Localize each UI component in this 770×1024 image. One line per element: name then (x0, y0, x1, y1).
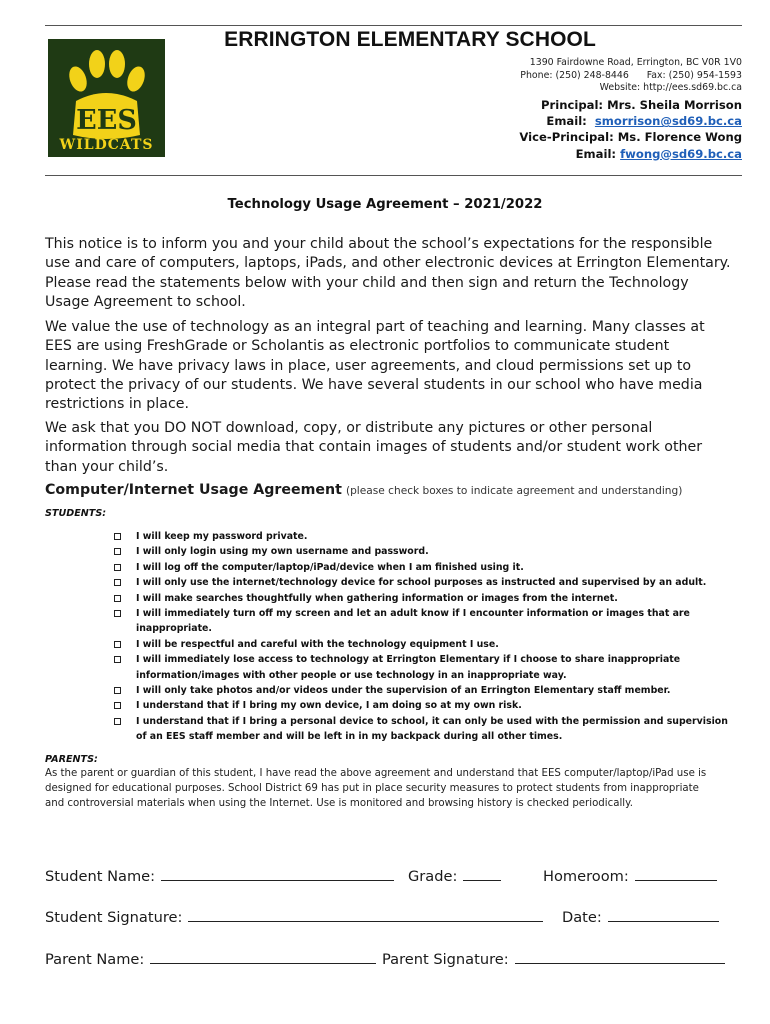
header-top-rule (45, 25, 742, 26)
homeroom-label: Homeroom: (543, 868, 629, 885)
parent-name-label: Parent Name: (45, 951, 145, 968)
principal-email-row (519, 113, 742, 129)
list-item-text: I understand that if I bring my own device, I am doing so at my own risk. (136, 700, 522, 712)
values-paragraph: We value the use of technology as an integral part of teaching and learning. Many classes at EES are using FreshGrade or Scholantis as electronic portfolios to communicate student learning. We have privacy laws in place, user agreements, and cloud permissions set up to protect the privacy of our students. We have several students in our school who have media restrictions in place. (45, 319, 705, 413)
grade-field[interactable] (408, 868, 501, 885)
fax: Fax: (250) 954-1593 (646, 69, 742, 81)
parents-statement: As the parent or guardian of this student, I have read the above agreement and understand that EES computer/laptop/iPad use is designed for educational purposes. School District 69 has put in place security measures to protect students from inappropriate and controversial materials when using the Internet. Use is monitored and browsing history is checked periodically. (45, 768, 707, 809)
checkbox[interactable] (114, 610, 121, 617)
checkbox[interactable] (114, 579, 121, 586)
list-item (112, 606, 732, 637)
list-item-text: I will immediately lose access to technology at Errington Elementary if I choose to share inappropriate information/images with other people or use technology in an inappropriate way. (136, 654, 681, 681)
checkbox[interactable] (114, 656, 121, 663)
checkbox[interactable] (114, 718, 121, 725)
list-item-text: I will log off the computer/laptop/iPad/device when I am finished using it. (136, 561, 524, 573)
phone-fax (520, 70, 742, 83)
checkbox[interactable] (114, 533, 121, 540)
logo-text: WILDCATS (59, 137, 154, 153)
homeroom-line[interactable] (635, 868, 717, 881)
vice-principal: Vice-Principal: Ms. Florence Wong (519, 130, 742, 145)
list-item-text: I will only use the internet/technology device for school purposes as instructed and supervised by an adult. (136, 577, 707, 589)
list-item-text: I will only take photos and/or videos under the supervision of an Errington Elementary staff member. (136, 685, 671, 697)
student-name-field[interactable] (45, 868, 394, 885)
checkbox[interactable] (114, 702, 121, 709)
vice-email-row (519, 146, 742, 162)
list-item (112, 683, 732, 698)
principal: Principal: Mrs. Sheila Morrison (541, 98, 742, 112)
parent-name-field[interactable] (45, 951, 376, 968)
usage-note: (please check boxes to indicate agreement and understanding) (345, 485, 683, 497)
list-item-text: I will make searches thoughtfully when gathering information or images from the internet. (136, 592, 618, 604)
student-checklist (112, 529, 732, 745)
intro-paragraph: This notice is to inform you and your child about the school’s expectations for the responsible use and care of computers, laptops, iPads, and other electronic devices at Errington Elementary. Please read the statements below with your child and then sign and return the Technology Usage Agreement to school. (45, 236, 731, 310)
parents-heading: PARENTS: (45, 754, 98, 765)
checkbox[interactable] (114, 548, 121, 555)
checkbox[interactable] (114, 564, 121, 571)
list-item (112, 529, 732, 544)
list-item (112, 714, 732, 745)
list-item (112, 575, 732, 590)
usage-heading-text: Computer/Internet Usage Agreement (45, 482, 342, 498)
school-logo (48, 39, 165, 157)
list-item (112, 637, 732, 652)
principal-email-link[interactable]: smorrison@sd69.bc.ca (594, 114, 742, 129)
list-item-text: I will keep my password private. (136, 531, 308, 542)
list-item-text: I understand that if I bring a personal device to school, it can only be used with the permission and supervision of an EES staff member and will be left in in my backpack during all other times. (136, 715, 728, 743)
list-item (112, 652, 732, 683)
checkbox[interactable] (114, 595, 121, 602)
agreement-title: Technology Usage Agreement – 2021/2022 (227, 197, 543, 212)
student-name-line[interactable] (161, 868, 394, 881)
list-item-text: I will only login using my own username and password. (136, 546, 429, 558)
list-item (112, 591, 732, 606)
grade-label: Grade: (408, 868, 458, 885)
checkbox[interactable] (114, 641, 121, 648)
parent-signature-field[interactable] (382, 951, 725, 968)
parent-signature-label: Parent Signature: (382, 951, 509, 968)
date-line[interactable] (608, 909, 719, 922)
list-item (112, 544, 732, 559)
logo-letters: EES (76, 105, 137, 136)
vice-email-link[interactable]: fwong@sd69.bc.ca (620, 146, 742, 161)
vice-email-label: Email: (575, 146, 617, 161)
grade-line[interactable] (463, 868, 501, 881)
checkbox[interactable] (114, 687, 121, 694)
list-item (112, 560, 732, 575)
school-name: ERRINGTON ELEMENTARY SCHOOL (224, 28, 596, 51)
principal-email-label: Email: (546, 114, 587, 129)
parent-signature-line[interactable] (515, 951, 725, 964)
students-heading: STUDENTS: (45, 508, 107, 519)
usage-agreement-heading (45, 482, 682, 498)
website: Website: http://ees.sd69.bc.ca (599, 82, 742, 93)
list-item (112, 698, 732, 713)
list-item-text: I will immediately turn off my screen and let an adult know if I encounter information or images that are inappropriate. (136, 608, 690, 635)
homeroom-field[interactable] (543, 868, 717, 885)
list-item-text: I will be respectful and careful with the technology equipment I use. (136, 638, 499, 650)
date-field[interactable] (562, 909, 719, 926)
staff-contacts (519, 97, 742, 162)
parent-name-line[interactable] (150, 951, 376, 964)
date-label: Date: (562, 909, 602, 926)
phone: Phone: (250) 248-8446 (520, 69, 629, 81)
student-signature-line[interactable] (188, 909, 543, 922)
address: 1390 Fairdowne Road, Errington, BC V0R 1V0 (529, 57, 742, 68)
school-address-block (520, 57, 742, 95)
privacy-paragraph: We ask that you DO NOT download, copy, or distribute any pictures or other personal information through social media that contain images of students and/or student work other than your child’s. (45, 420, 703, 475)
student-signature-field[interactable] (45, 909, 543, 926)
header-bottom-rule (45, 175, 742, 176)
student-name-label: Student Name: (45, 868, 156, 885)
student-signature-label: Student Signature: (45, 909, 183, 926)
